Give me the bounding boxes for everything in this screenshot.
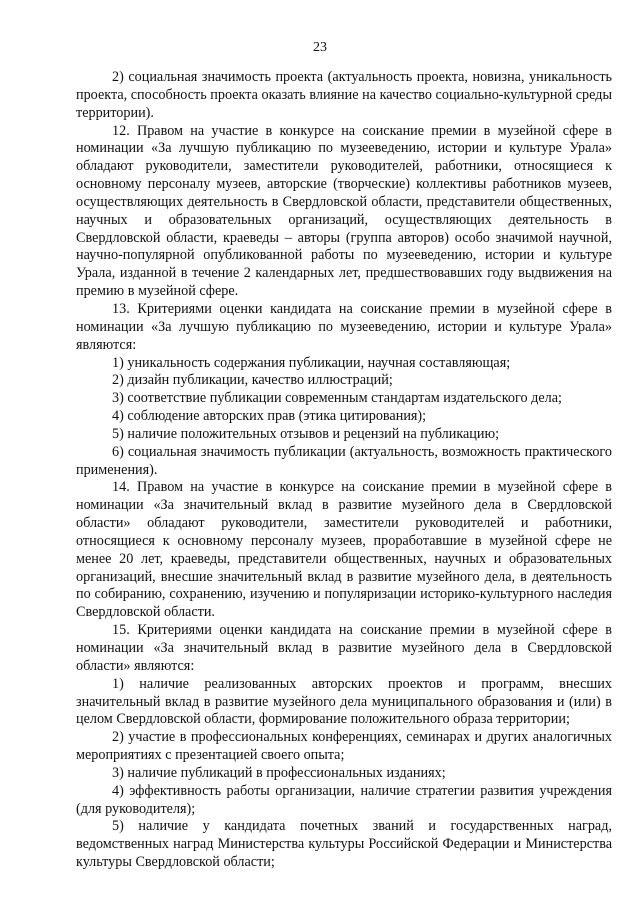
criterion-item: 4) эффективность работы организации, наличие стратегии развития учреждения (для руководителя);: [76, 782, 612, 817]
criterion-item: 6) социальная значимость публикации (актуальность, возможность практического применения).: [76, 443, 612, 478]
criterion-item: 4) соблюдение авторских прав (этика цитирования);: [112, 408, 427, 425]
paragraph-14-contribution-eligibility: 14. Правом на участие в конкурсе на соискание премии в музейной сфере в номинации «За значительный вклад в развитие музейного дела в Свердловской области» обладают руководители, заместители руководителей и работники, относящиеся к основному персоналу музеев, проработавшие в музейной сфере не менее 20 лет, краеведы, представители общественных, научных и образовательных организаций, внесшие значительный вклад в развитие музейного дела, в деятельность по собиранию, сохранению, изучению и популяризации историко-культурного наследия Свердловской области.: [76, 479, 612, 621]
criterion-item: 5) наличие положительных отзывов и рецензий на публикацию;: [112, 425, 500, 442]
criterion-item: 5) наличие у кандидата почетных званий и государственных наград, ведомственных наград Министерства культуры Российской Федерации и Министерства культуры Свердловской области;: [76, 818, 612, 871]
paragraph-2-social-significance: 2) социальная значимость проекта (актуальность проекта, новизна, уникальность проекта, способность проекта оказать влияние на качество социально-культурной среды территории).: [76, 69, 612, 121]
paragraph-15-contribution-criteria: 15. Критериями оценки кандидата на соискание премии в музейной сфере в номинации «За значительный вклад в развитие музейного дела в Свердловской области» являются:: [76, 622, 612, 674]
page-number: 23: [313, 40, 327, 55]
criterion-item: 3) наличие публикаций в профессиональных изданиях;: [112, 764, 446, 781]
paragraph-13-publication-criteria: 13. Критериями оценки кандидата на соискание премии в музейной сфере в номинации «За лучшую публикацию по музееведению, истории и культуре Урала» являются:: [76, 300, 612, 353]
criterion-item: 2) дизайн публикации, качество иллюстраций;: [112, 372, 393, 389]
paragraph-12-publication-eligibility: 12. Правом на участие в конкурсе на соискание премии в музейной сфере в номинации «За лучшую публикацию по музееведению, истории и культуре Урала» обладают руководители, заместители руководителей, работники, относящиеся к основному персоналу музеев, авторские (творческие) коллективы работников музеев, осуществляющих деятельность в Свердловской области, представители общественных, научных и образовательных организаций, осуществляющих деятельность в Свердловской области, краеведы – авторы (группа авторов) особо значимой научной, научно-популярной опубликованной работы по музееведению, истории и культуре Урала, изданной в течение 2 календарных лет, предшествовавших году выдвижения на премию в музейной сфере.: [76, 122, 612, 300]
criterion-item: 1) наличие реализованных авторских проектов и программ, внесших значительный вклад в развитие музейного дела муниципального образования и (или) в целом Свердловской области, формирование положительного образа территории;: [76, 675, 612, 728]
document-body: [76, 69, 612, 872]
criterion-item: 2) участие в профессиональных конференциях, семинарах и других аналогичных мероприятиях с презентацией своего опыта;: [76, 729, 612, 764]
criterion-item: 3) соответствие публикации современным стандартам издательского дела;: [112, 390, 562, 407]
criterion-item: 1) уникальность содержания публикации, научная составляющая;: [112, 354, 511, 371]
